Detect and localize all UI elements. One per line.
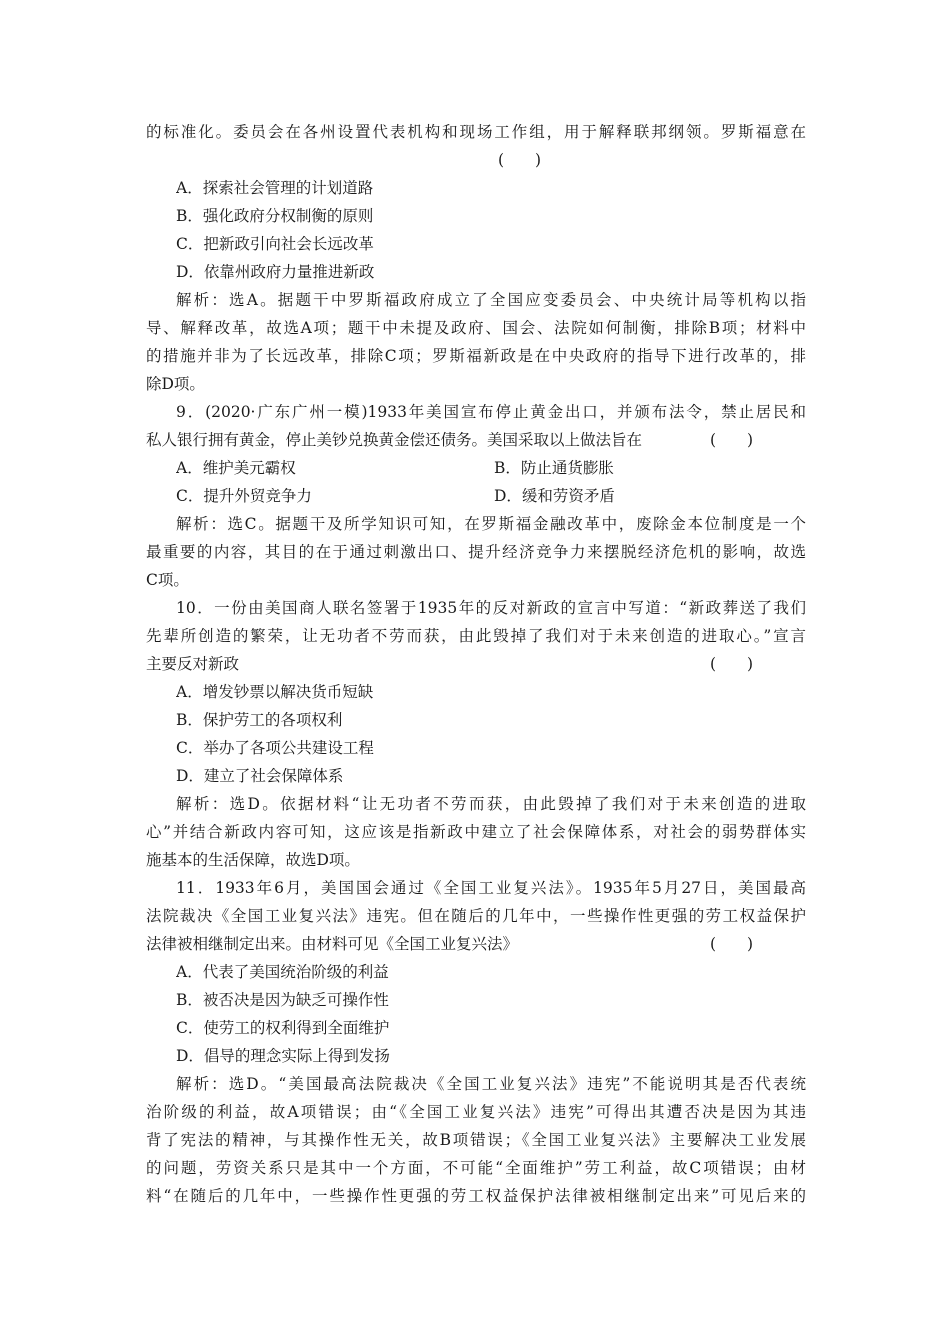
q10-option-c: C．举办了各项公共建设工程	[176, 739, 374, 757]
q10-analysis-line: 心”并结合新政内容可知，这应该是指新政中建立了社会保障体系，对社会的弱势群体实	[146, 823, 806, 841]
q9-option-a: A．维护美元霸权	[176, 459, 296, 477]
q11-answer-paren: ( )	[710, 935, 754, 953]
q9-option-b: B．防止通货膨胀	[494, 459, 614, 477]
q11-analysis-line: 背了宪法的精神，与其操作性无关，故B项错误；《全国工业复兴法》主要解决工业发展	[146, 1131, 806, 1149]
q11-option-b: B．被否决是因为缺乏可操作性	[176, 991, 389, 1009]
q10-stem-line: 先辈所创造的繁荣，让无功者不劳而获，由此毁掉了我们对于未来创造的进取心。”宣言	[146, 627, 806, 645]
q8-option-b: B．强化政府分权制衡的原则	[176, 207, 374, 225]
q9-analysis-line: C项。	[146, 571, 189, 589]
q10-stem-line: 10．一份由美国商人联名签署于1935年的反对新政的宣言中写道：“新政葬送了我们	[176, 599, 806, 617]
q9-option-d: D．缓和劳资矛盾	[494, 487, 615, 505]
q10-analysis-line: 施基本的生活保障，故选D项。	[146, 851, 360, 869]
q9-option-c: C．提升外贸竞争力	[176, 487, 312, 505]
q11-analysis-line: 解析：选D。“美国最高法院裁决《全国工业复兴法》违宪”不能说明其是否代表统	[176, 1075, 806, 1093]
q10-option-d: D．建立了社会保障体系	[176, 767, 344, 785]
q9-analysis-line: 最重要的内容，其目的在于通过刺激出口、提升经济竞争力来摆脱经济危机的影响，故选	[146, 543, 806, 561]
q10-answer-paren: ( )	[710, 655, 754, 673]
q8-analysis-line: 解析：选A。据题干中罗斯福政府成立了全国应变委员会、中央统计局等机构以指	[176, 291, 806, 309]
q9-stem-line: 私人银行拥有黄金，停止美钞兑换黄金偿还债务。美国采取以上做法旨在	[146, 431, 643, 449]
q11-analysis-line: 治阶级的利益，故A项错误；由“《全国工业复兴法》违宪”可得出其遭否决是因为其违	[146, 1103, 806, 1121]
q8-analysis-line: 除D项。	[146, 375, 205, 393]
q8-answer-paren: ( )	[498, 151, 542, 169]
q11-analysis-line: 料“在随后的几年中，一些操作性更强的劳工权益保护法律被相继制定出来”可见后来的	[146, 1187, 806, 1205]
q9-analysis-line: 解析：选C。据题干及所学知识可知，在罗斯福金融改革中，废除金本位制度是一个	[176, 515, 806, 533]
q10-option-a: A．增发钞票以解决货币短缺	[176, 683, 374, 701]
q10-option-b: B．保护劳工的各项权利	[176, 711, 343, 729]
q11-stem-line: 11．1933年6月，美国国会通过《全国工业复兴法》。1935年5月27日，美国最高	[176, 879, 806, 897]
q8-option-a: A．探索社会管理的计划道路	[176, 179, 374, 197]
q8-option-d: D．依靠州政府力量推进新政	[176, 263, 375, 281]
q11-option-d: D．倡导的理念实际上得到发扬	[176, 1047, 390, 1065]
q8-option-c: C．把新政引向社会长远改革	[176, 235, 374, 253]
q10-stem-line: 主要反对新政	[146, 655, 240, 673]
q8-analysis-line: 导、解释改革，故选A项；题干中未提及政府、国会、法院如何制衡，排除B项；材料中	[146, 319, 806, 337]
q11-option-a: A．代表了美国统治阶级的利益	[176, 963, 389, 981]
q9-answer-paren: ( )	[710, 431, 754, 449]
q8-stem-line: 的标准化。委员会在各州设置代表机构和现场工作组，用于解释联邦纲领。罗斯福意在	[146, 123, 806, 141]
q10-analysis-line: 解析：选D。依据材料“让无功者不劳而获，由此毁掉了我们对于未来创造的进取	[176, 795, 806, 813]
q8-analysis-line: 的措施并非为了长远改革，排除C项；罗斯福新政是在中央政府的指导下进行改革的，排	[146, 347, 806, 365]
q11-stem-line: 法律被相继制定出来。由材料可见《全国工业复兴法》	[146, 935, 519, 953]
q11-stem-line: 法院裁决《全国工业复兴法》违宪。但在随后的几年中，一些操作性更强的劳工权益保护	[146, 907, 806, 925]
q11-analysis-line: 的问题，劳资关系只是其中一个方面，不可能“全面维护”劳工利益，故C项错误；由材	[146, 1159, 806, 1177]
q9-stem-line: 9．(2020·广东广州一模)1933年美国宣布停止黄金出口，并颁布法令，禁止居民和	[176, 403, 806, 421]
q11-option-c: C．使劳工的权利得到全面维护	[176, 1019, 390, 1037]
